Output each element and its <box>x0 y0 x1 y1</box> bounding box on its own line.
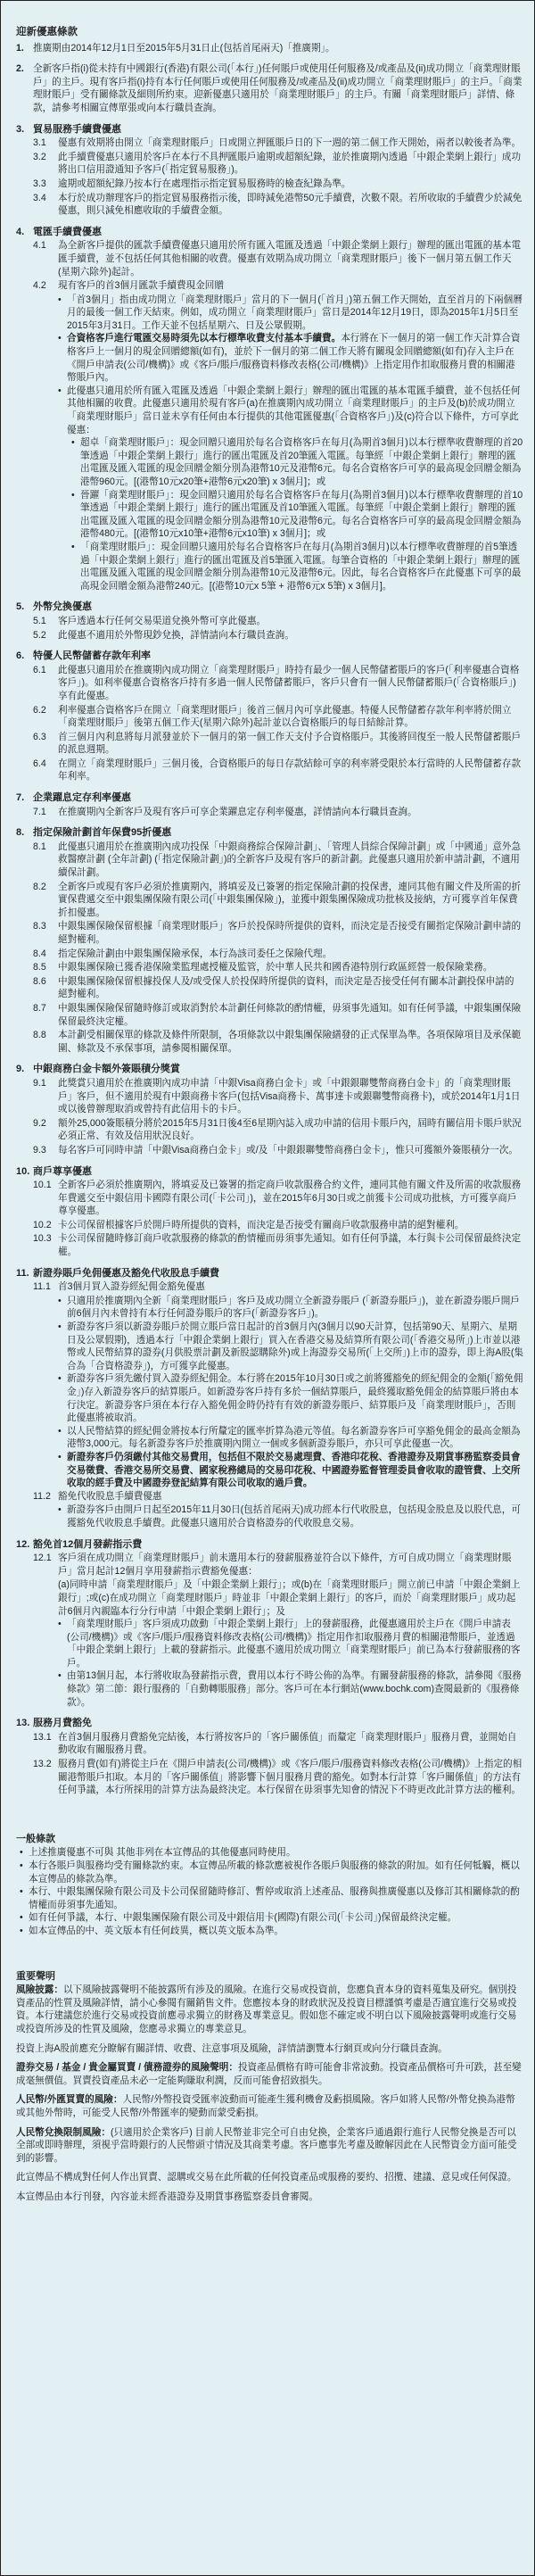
rmb-fx-risk <box>16 2093 523 2119</box>
clause <box>33 806 523 819</box>
clause-text: 中銀集團保險已獲香港保險業監理處授權及監管，於中華人民共和國香港特別行政區經營一般保險業務。 <box>58 962 493 973</box>
clause-number: 9.3 <box>33 1144 46 1155</box>
clause <box>33 1232 523 1258</box>
bullet-icon: • <box>58 1504 62 1516</box>
section-heading: 企業躍息定存利率優惠 <box>33 792 131 804</box>
clause-number: 6.3 <box>33 731 46 742</box>
clause-number: 8.2 <box>33 881 46 892</box>
bullet-text: 新證券客戶由開戶日起至2015年11月30日(包括首尾兩天)成功經本行代收股息，包括現金股息及以股代息，可獲豁免代收股息手續費。此優惠只適用於合資格證券的代收股息交易。 <box>67 1504 521 1528</box>
section-10-merchant <box>16 1165 523 1259</box>
clause <box>33 881 523 920</box>
clause-text: 現有客戶的首3個月匯款手續費現金回贈 <box>58 280 224 292</box>
clause-number: 10.3 <box>33 1233 52 1245</box>
section-1 <box>16 42 523 55</box>
section-heading: 豁免首12個月發薪指示費 <box>33 1538 143 1550</box>
risk-disclosure <box>16 1984 523 2035</box>
risk-disclosure-text: 以下風險披露聲明不能披露所有涉及的風險。在進行交易或投資前，您應負責本身的資料蒐集及研究。個別投資產品的性質及風險詳情，請小心參閱有關銷售文件。您應按本身的財政狀況及投資目標謹慎考慮是否適宜進行交易或投資。本行建議您於進行交易或投資前應尋求獨立的財務及專業意見。假如您不確定或不明白以下風險披露聲明或進行交易或投資所涉及的性質及風險，您應尋求獨立的專業意見。 <box>16 1984 517 2034</box>
clause-text: 中銀集團保險保留根據投保人及/或受保人於投保時所提供的資料，而決定是否接受任何有關本計劃投保申請的絕對權利。 <box>58 975 514 1000</box>
clause-text: 指定保險計劃由中銀集團保險承保，本行為該司委任之保險代理。 <box>58 948 333 959</box>
section-heading: 中銀商務白金卡額外簽賬積分獎賞 <box>33 1064 180 1075</box>
clause <box>33 279 523 293</box>
bullet-text: 此優惠只適用於所有匯入電匯及透過「中銀企業網上銀行」辦理的匯出電匯的基本電匯手續費，並不包括任何其他相關的收費。此優惠只適用於現有客戶(a)在推廣期內成功開立「商業理財賬戶」的主戶及(b)於成功開立「商業理財賬戶」當日並未享有任何由本行提供的其他電匯優惠(「合資格客戶」)及(c)符合以下條件，方可享此優惠： <box>67 385 521 435</box>
section-heading: 外幣兌換優惠 <box>33 601 92 613</box>
bullet-item <box>58 1372 523 1424</box>
section-3-trade-services <box>16 123 523 218</box>
clause-text: 每名客戶可同時申請「中銀Visa商務白金卡」或/及「中銀銀聯雙幣商務白金卡」，惟只可獲額外簽賬積分一次。 <box>58 1144 518 1155</box>
clause-text: 此手續費優惠只適用於客戶在本行不具押匯賬戶逾期或超額紀錄，並於推廣期內透過「中銀企業網上銀行」成功將出口信用證通知予客戶(「指定貿易服務」)。 <box>58 151 522 176</box>
clause-number: 8.8 <box>33 1030 46 1041</box>
clause-text: 卡公司保留隨時修訂商戶收款服務的條款的酌情權而毋須事先通知。如有任何爭議，本行與卡公司保留最終決定權。 <box>58 1233 522 1258</box>
document-title: 迎新優惠條款 <box>16 27 78 37</box>
tier-text: 超卓「商業理財賬戶」：現金回贈只適用於每名合資格客戶在每月(為期首3個月)以本行標準收費辦理的首20筆透過「中銀企業網上銀行」進行的匯出電匯及首20筆匯入電匯。每筆經「中銀企業網上銀行」辦理的匯出電匯及匯入電匯的現金回贈金額分別為港幣10元及港幣6元。每名合資格客戶可享的最高現金回贈金額為港幣960元。[(港幣10元x20筆+港幣6元x20筆) x 3個月]；或 <box>80 437 523 487</box>
clause-text: 客戶須在成功開立「商業理財賬戶」前未選用本行的發薪服務並符合以下條件，方可自成功開立「商業理財賬戶」當月起計12個月享用發薪指示費豁免優惠： <box>58 1553 512 1577</box>
bullet-text: 「商業理財賬戶」客戶須成功啟動「中銀企業網上銀行」上的發薪服務，此優惠適用於主戶在《開戶申請表(公司/機構)》或《客戶/賬戶/服務資料修改表格(公司/機構)》指定用作扣取服務月費的相關港幣賬戶，並透過「中銀企業網上銀行」上載的發薪指示。此優惠不適用於成功開立「商業理財賬戶」前已為本行發薪服務的客戶。 <box>67 1619 521 1669</box>
bullet-icon: • <box>58 1373 62 1385</box>
bullet-icon: • <box>20 1925 23 1936</box>
general-term-item <box>20 1860 523 1885</box>
section-heading: 電匯手續費優惠 <box>33 226 102 237</box>
section-number: 6. <box>16 650 25 662</box>
clause-text: 全新客戶或現有客戶必須於推廣期內，將填妥及已簽署的指定保險計劃的投保書，連同其他有關文件及所需的折實保費遞交至中銀集團保險有限公司(「中銀集團保險」)，並獲中銀集團保險成功批核及接納，方可獲享首年保費折扣優惠。 <box>58 881 522 918</box>
clause-number: 8.4 <box>33 948 46 959</box>
bullet-text: 由第13個月起，本行將收取為發薪指示費，費用以本行不時公佈的為準。有關發薪服務的條款，請參閱《服務條款》第二節：銀行服務的「自動轉賬服務」部分。客戶可在本行網站(www.bochk.com)查閱最新的《服務條款》。 <box>67 1670 522 1708</box>
bullet-item <box>58 1321 523 1372</box>
section-6-rmb-savings <box>16 650 523 783</box>
bullet-icon: • <box>20 1886 23 1898</box>
section-2 <box>16 62 523 114</box>
bullet-icon: • <box>58 294 62 305</box>
bullet-icon: • <box>20 1912 23 1924</box>
clause-number: 5.1 <box>33 615 46 626</box>
clause-number: 11.1 <box>33 1281 51 1293</box>
clause <box>33 1731 523 1757</box>
bullet-item <box>58 294 523 333</box>
clause <box>33 1029 523 1055</box>
clause-number: 13.2 <box>33 1759 52 1770</box>
bullet-item <box>58 1669 523 1709</box>
section-number: 9. <box>16 1064 25 1075</box>
clause <box>33 975 523 1001</box>
clause <box>33 178 523 191</box>
bullet-text: 「首3個月」指由成功開立「商業理財賬戶」當月的下一個月(「首月」)第五個工作天開始，直至首月的下兩個曆月的最後一個工作天結束。例如，成功開立「商業理財賬戶」當日是2014年12月19日，即為2015年1月5日至2015年3月31日。工作天並不包括星期六、日及公眾假期。 <box>67 294 523 331</box>
securities-risk-text: 投資產品價格有時可能會非常波動。投資產品價格可升可跌，甚至變成毫無價值。買賣投資產品未必一定能夠賺取利潤，反而可能會招致損失。 <box>16 2062 522 2086</box>
clause <box>33 731 523 757</box>
clause-number: 4.2 <box>33 280 46 292</box>
tier-item <box>71 436 523 488</box>
section-heading: 商戶尊享優惠 <box>33 1165 92 1177</box>
rmb-conversion-risk-label: 人民幣兌換限制風險： <box>16 2126 111 2138</box>
section-number: 2. <box>16 63 24 75</box>
bullet-icon: • <box>20 1847 23 1859</box>
clause <box>33 664 523 703</box>
clause-text: 全新客戶必須於推廣期內，將填妥及已簽署的指定商戶收款服務合約文件，連同其他有關文件及所需的收款服務年費遞交至中銀信用卡國際有限公司(「卡公司」)，並在2015年6月30日或之前獲卡公司成功批核，方可獲享商戶尊享優惠。 <box>58 1180 522 1217</box>
general-term-text: 本行、中銀集團保險有限公司及卡公司保留隨時修訂、暫停或取消上述產品、服務與推廣優惠以及修訂其相關條款的酌情權而毋須事先通知。 <box>29 1886 520 1910</box>
clause <box>33 1179 523 1218</box>
clause-text: 此優惠不適用於外幣現鈔兌換，詳情請向本行職員查詢。 <box>58 629 294 641</box>
clause-number: 8.6 <box>33 975 46 987</box>
clause <box>33 1002 523 1028</box>
clause-text: 優惠有效期將由開立「商業理財賬戶」日或開立押匯賬戶日的下一週的第二個工作天開始，兩者以較後者為準。 <box>58 137 522 149</box>
clause-text: 首三個月內利息將每月派發並於下一個月的第一個工作天支付予合資格賬戶。其後將回復至一般人民幣儲蓄賬戶的派息週期。 <box>58 731 522 756</box>
clause <box>33 704 523 730</box>
bullet-icon: • <box>71 489 75 501</box>
clause <box>33 629 523 642</box>
section-4-remittance <box>16 226 523 593</box>
clause-number: 8.1 <box>33 841 46 852</box>
clause <box>33 192 523 218</box>
bullet-icon: • <box>71 437 75 449</box>
clause-number: 6.2 <box>33 704 46 716</box>
clause-text: 中銀集團保險保留根據「商業理財賬戶」客戶於投保時所提供的資料，而決定是否接受有關指定保險計劃申請的絕對權利。 <box>58 921 522 945</box>
bullet-item <box>58 332 523 384</box>
section-text: 全新客戶指(i)從未持有中國銀行(香港)有限公司(「本行」)任何賬戶或使用任何服務及/或產品及(ii)成功開立「商業理財賬戶」的主戶。現有客戶指(i)持有本行任何賬戶或使用任何服務及/或產品及(ii)成功開立「商業理財賬戶」的主戶。「商業理財賬戶」受有關條款及細則所約束。迎新優惠只適用於「商業理財賬戶」的主戶。有關「商業理財賬戶」詳情、條款，請參考相關宣傳單張或向本行職員查詢。 <box>33 63 523 113</box>
clause-text: 卡公司保留根據客戶於開戶時所提供的資料，而決定是否接受有關商戶收款服務申請的絕對權利。 <box>58 1219 465 1230</box>
bullet-item <box>58 1618 523 1669</box>
clause <box>33 948 523 961</box>
no-offer-statement: 此宣傳品不構成對任何人作出買賣、認購或交易在此所載的任何投資產品或服務的要約、招攬、建議、意見或任何保證。 <box>16 2172 517 2183</box>
bold-notice: 新證券客戶仍須繳付其他交易費用，包括但不限於交易處理費、香港印花稅、香港證券及期貨事務監察委員會交易徵費、香港交易所交易費、國家稅務總局的交易印花稅、中國證券監督管理委員會收取的證管費、上交所收取的經手費及中國證券登記結算有限公司收取的過戶費。 <box>67 1451 521 1489</box>
clause-text: 此優惠只適用於在推廣期內成功開立「商業理財賬戶」時持有最少一個人民幣儲蓄賬戶的客戶(「利率優惠合資格客戶」)。如利率優惠合資格客戶持有多過一個人民幣儲蓄賬戶，客戶只會有一個人民幣儲蓄賬戶(「合資格賬戶」)享有此優惠。 <box>58 664 520 701</box>
bullet-icon: • <box>58 1670 62 1682</box>
clause <box>33 137 523 150</box>
section-9-card-points <box>16 1063 523 1156</box>
clause-number: 11.2 <box>33 1490 51 1502</box>
clause-number: 3.4 <box>33 192 46 203</box>
section-number: 7. <box>16 792 25 804</box>
clause-number: 10.2 <box>33 1219 52 1230</box>
section-11-securities <box>16 1267 523 1530</box>
clause <box>33 151 523 177</box>
rmb-conversion-risk-text: (只適用於企業客戶) 目前人民幣並非完全可自由兌換，企業客戶通過銀行進行人民幣兌換是否可以全部或即時辦理，須視乎當時銀行的人民幣頭寸情況及其商業考慮。客戶應事先考慮及瞭解因此在人民幣資金方面可能受到的影響。 <box>16 2126 517 2164</box>
section-number: 5. <box>16 601 25 613</box>
clause-number: 8.5 <box>33 962 46 973</box>
general-term-text: 上述推廣優惠不可與 其他非列在本宣傳品的其他優惠同時使用。 <box>29 1847 296 1859</box>
clause-text: 客戶透過本行任何交易渠道兌換外幣可享此優惠。 <box>58 615 267 626</box>
section-13-monthly-fee <box>16 1717 523 1797</box>
clause-text: 利率優惠合資格客戶在開立「商業理財賬戶」後首三個月內可享此優惠。特優人民幣儲蓄存款年利率將於開立「商業理財賬戶」後第五個工作天(星期六除外)起計並以合資格賬戶的每日結餘計算。 <box>58 704 512 729</box>
section-number: 8. <box>16 827 25 839</box>
general-term-text: 如本宣傳品的中、英文版本有任何歧異，概以英文版本為準。 <box>29 1925 284 1936</box>
general-term-item <box>20 1846 523 1860</box>
section-heading: 貿易服務手續費優惠 <box>33 123 121 135</box>
clause-number: 8.7 <box>33 1002 46 1014</box>
section-7-time-deposit <box>16 791 523 818</box>
clause-number: 9.2 <box>33 1117 46 1129</box>
section-heading: 特優人民幣儲蓄存款年利率 <box>33 650 151 662</box>
section-5-fx <box>16 601 523 642</box>
clause-number: 9.1 <box>33 1077 46 1089</box>
clause-number: 7.1 <box>33 806 46 817</box>
section-number: 1. <box>16 42 24 54</box>
section-heading: 指定保險計劃首年保費95折優惠 <box>33 827 172 839</box>
rmb-fx-risk-label: 人民幣/外匯買賣的風險： <box>16 2094 123 2106</box>
section-heading: 服務月費豁免 <box>33 1718 92 1729</box>
bullet-icon: • <box>58 1619 62 1630</box>
risk-disclosure-label: 風險披露： <box>16 1984 63 1996</box>
clause <box>33 239 523 278</box>
rmb-conversion-risk <box>16 2126 523 2166</box>
clause-number: 6.4 <box>33 758 46 769</box>
clause-text: 在推廣期內全新客戶及現有客戶可享企業躍息定存利率優惠，詳情請向本行職員查詢。 <box>58 806 417 817</box>
clause <box>33 758 523 783</box>
bullet-icon: • <box>58 1451 62 1462</box>
clause <box>33 1758 523 1797</box>
clause-conditions: (a)同時申請「商業理財賬戶」及「中銀企業網上銀行」；或(b)在「商業理財賬戶」開立前已申請「中銀企業網上銀行」;或(c)在成功開立「商業理財賬戶」時並非「中銀企業網上銀行」的客戶，而於「商業理財賬戶」成功起計6個月內親臨本行分行申請「中銀企業網上銀行」；及 <box>58 1579 521 1617</box>
clause-number: 5.2 <box>33 629 46 641</box>
general-term-item <box>20 1925 523 1938</box>
shanghai-a-share-notice: 投資上海A股前應充分瞭解有關詳情、收費、注意事項及風險，詳情請瀏覽本行網頁或向分行職員查詢。 <box>16 2042 448 2054</box>
general-term-text: 如有任何爭議，本行、中銀集團保險有限公司及中銀信用卡(國際)有限公司(「卡公司」)保留最終決定權。 <box>29 1912 457 1924</box>
bullet-text-rest: 本行將在下一個月的第一個工作天計算合資格客戶上一個月的現金回贈總額(如有)，並於下一個月的第二個工作天將有關現金回贈總額(如有)存入主戶在《開戶申請表(公司/機構)》或《客戶/賬戶/服務資料修改表格(公司/機構)》上指定用作扣取服務月費的相關港幣賬戶內。 <box>67 333 521 384</box>
clause-number: 10.1 <box>33 1180 52 1191</box>
clause-number: 3.3 <box>33 178 46 189</box>
bullet-icon: • <box>58 385 62 396</box>
clause <box>33 961 523 974</box>
bullet-icon: • <box>58 333 62 344</box>
tier-text: 晉躍「商業理財賬戶」：現金回贈只適用於每名合資格客戶在每月(為期首3個月)以本行標準收費辦理的首10筆透過「中銀企業網上銀行」進行的匯出電匯及首10筆匯入電匯。每筆經「中銀企業網上銀行」辦理的匯出電匯及匯入電匯的現金回贈金額分別為港幣10元及港幣6元。每名合資格客戶可享的最高現金回贈金額為港幣480元。[(港幣10元x10筆+港幣6元x10筆) x 3個月]；或 <box>80 489 523 540</box>
securities-risk-label: 證券交易 / 基金 / 貴金屬買賣 / 債務證券的風險聲明： <box>16 2062 238 2074</box>
issuer-statement: 本宣傳品由本行刊發，內容並未經香港證券及期貨事務監察委員會審閱。 <box>16 2191 318 2202</box>
clause-text: 豁免代收股息手續費優惠 <box>58 1490 162 1502</box>
clause-text: 本計劃受相關保單的條款及條件所限制，各項條款以中銀集團保險繕發的正式保單為準。各項保障項目及承保範圍、條款及不承保事項，請參閱相關保單。 <box>58 1030 522 1054</box>
clause-number: 6.1 <box>33 664 46 675</box>
important-notice-title: 重要聲明 <box>16 1970 55 1982</box>
section-number: 10. <box>16 1165 30 1177</box>
bullet-item <box>58 1425 523 1451</box>
clause <box>33 1077 523 1116</box>
clause-number: 4.1 <box>33 240 46 252</box>
bold-notice: 合資格客戶進行電匯交易時須先以本行標準收費支付基本手續費。 <box>67 333 342 344</box>
clause <box>33 841 523 880</box>
bullet-item <box>58 1451 523 1490</box>
clause-number: 3.1 <box>33 137 46 149</box>
bullet-item <box>58 1503 523 1529</box>
section-number: 11. <box>16 1267 29 1279</box>
bullet-text: 只適用於推廣期內全新「商業理財賬戶」客戶及成功開立全新證券賬戶 (「新證券賬戶」)，並在新證券賬戶開戶前6個月內未曾持有本行任何證券賬戶的客戶(「新證券客戶」)。 <box>67 1295 520 1320</box>
securities-risk-statement <box>16 2061 523 2087</box>
section-8-insurance <box>16 826 523 1055</box>
bullet-icon: • <box>58 1321 62 1333</box>
clause-text: 此獎賞只適用於在推廣期內成功申請「中銀Visa商務白金卡」或「中銀銀聯雙幣商務白金卡」的「商業理財賬戶」客戶，但不適用於現有中銀商務卡客戶(包括Visa商務卡、萬事達卡或銀聯雙幣商務卡)，或於2014年1月1日或以後曾辦理取消或曾持有此信用卡的卡戶。 <box>58 1077 521 1115</box>
bullet-icon: • <box>58 1425 62 1437</box>
bullet-text: 新證券客戶須先繳付買入證券經紀佣金。本行將在2015年10月30日或之前將獲豁免的經紀佣金的金額(「豁免佣金」)存入新證券客戶的結算賬戶。如新證券客戶持有多於一個結算賬戶，最終獲取豁免佣金的結算賬戶將由本行決定。新證券客戶須在本行存入豁免佣金時仍持有有效的新證券賬戶、結算賬戶及「商業理財賬戶」，否則此優惠將被取消。 <box>67 1373 523 1424</box>
clause-text: 首3個月買入證券經紀佣金豁免優惠 <box>58 1281 205 1293</box>
bullet-icon: • <box>71 541 75 552</box>
clause-text: 逾期或超額紀錄乃按本行在處理指示指定貿易服務時的檢查紀錄為準。 <box>58 178 351 189</box>
clause-text: 此優惠只適用於在推廣期內成功投保「中銀商務綜合保障計劃」、「管理人員綜合保障計劃」或「中國通」意外急救醫療計劃 (全年計劃) (「指定保險計劃」)的全新客戶及現有客戶的新計劃。此優惠只適用於新申請計劃，不適用續保計劃。 <box>58 841 522 879</box>
bullet-text: 以人民幣結算的經紀佣金將按本行所釐定的匯率折算為港元等值。每名新證券客戶可享豁免佣金的最高金額為港幣3,000元。每名新證券客戶於推廣期內開立一個或多個新證券賬戶，亦只可享此優惠一次。 <box>67 1425 521 1450</box>
clause-number: 3.2 <box>33 151 46 162</box>
section-heading: 新證券賬戶免佣優惠及豁免代收股息手續費 <box>33 1267 219 1279</box>
clause <box>33 920 523 946</box>
general-term-item <box>20 1911 523 1925</box>
section-number: 13. <box>16 1718 30 1729</box>
rmb-fx-risk-text: 人民幣/外幣投資受匯率波動而可能產生獲利機會及虧損風險。客戶如將人民幣/外幣兌換為港幣或其他外幣時，可能受人民幣/外幣匯率的變動而蒙受虧損。 <box>16 2094 515 2118</box>
tier-item <box>71 489 523 541</box>
clause <box>33 1490 523 1503</box>
tier-text: 「商業理財賬戶」：現金回贈只適用於每名合資格客戶在每月(為期首3個月)以本行標準收費辦理的首5筆透過「中銀企業網上銀行」進行的匯出電匯及首5筆匯入電匯。每筆合資格的「中銀企業網上銀行」辦理的匯出電匯及匯入電匯的現金回贈金額分別為港幣10元及港幣6元。因此，每名合資格客戶在此優惠下可享的最高現金回贈金額為港幣240元。[(港幣10元x 5筆 + 港幣6元x 5筆) x 3個月]。 <box>80 541 522 592</box>
section-text: 推廣期由2014年12月1日至2015年5月31日止(包括首尾兩天)「推廣期」。 <box>33 42 335 54</box>
tier-item <box>71 541 523 592</box>
clause-text: 在開立「商業理財賬戶」三個月後，合資格賬戶的每日存款結餘可享的利率將受限於本行當時的人民幣儲蓄存款年利率。 <box>58 758 522 783</box>
general-terms-title: 一般條款 <box>16 1833 55 1844</box>
bullet-text <box>67 332 523 384</box>
clause-text: 服務月費(如有)將從主戶在《開戶申請表(公司/機構)》或《客戶/賬戶/服務資料修改表格(公司/機構)》上指定的相關港幣賬戶扣取。本月的「客戶關係值」將影響下個月服務月費的豁免。如對本行計算「客戶關係值」的方法有任何爭議，本行所採用的計算方法為最終決定。本行保留在毋須事先知會的情況下不時更改此計算方法的權利。 <box>58 1759 523 1796</box>
clause <box>33 1552 523 1578</box>
bullet-icon: • <box>20 1860 23 1871</box>
general-term-item <box>20 1885 523 1911</box>
clause <box>33 1219 523 1232</box>
clause <box>33 1144 523 1157</box>
bullet-icon: • <box>58 1295 62 1306</box>
bullet-text: 新證券客戶須以新證券賬戶於開立賬戶當日起計的首3個月內(3個月以90天計算，包括第90天、星期六、星期日及公眾假期)，透過本行「中銀企業網上銀行」買入在香港交易及結算所有限公司(「香港交易所」)上市並以港幣或人民幣結算的證券(月供股票計劃及新股認購除外)或上海證券交易所(「上交所」)上市的證券，即上海A股(集合為「合資格證券」)，方可獲享此優惠。 <box>67 1321 524 1371</box>
section-number: 3. <box>16 123 25 135</box>
clause <box>33 1280 523 1294</box>
clause <box>33 615 523 628</box>
general-term-text: 本行各賬戶與服務均受有關條款約束。本宣傳品所載的條款應被視作各賬戶與服務的條款的附加。如有任何牴觸，概以本宣傳品的條款為準。 <box>29 1860 520 1884</box>
clause-text: 中銀集團保險保留隨時修訂或取消對於本計劃任何條款的酌情權，毋須事先通知。如有任何爭議，中銀集團保險保留最終決定權。 <box>58 1002 522 1027</box>
bullet-item <box>58 385 523 436</box>
clause-text: 為全新客戶提供的匯款手續費優惠只適用於所有匯入電匯及透過「中銀企業網上銀行」辦理的匯出電匯的基本電匯手續費，並不包括任何其他相關的收費。優惠有效期為成功開立「商業理財賬戶」後下一個月第五個工作天(星期六除外)起計。 <box>58 240 522 277</box>
clause-text: 在首3個月服務月費豁免完結後，本行將按客戶的「客戶關係值」而釐定「商業理財賬戶」服務月費，並開始自動收取有關服務月費。 <box>58 1731 517 1756</box>
section-number: 12. <box>16 1538 30 1550</box>
section-number: 4. <box>16 226 25 237</box>
clause-number: 13.1 <box>33 1731 52 1743</box>
clause-number: 12.1 <box>33 1553 52 1564</box>
clause-text: 額外25,000簽賬積分將於2015年5月31日後4至6星期內誌入成功申請的信用卡賬戶內，屆時有關信用卡賬戶狀況必須正常、有效及信用狀況良好。 <box>58 1117 522 1142</box>
section-12-payroll <box>16 1538 523 1710</box>
clause-number: 8.3 <box>33 921 46 932</box>
clause-text: 本行於成功辦理客戶的指定貿易服務指示後，即時減免港幣50元手續費，次數不限。若所收取的手續費少於減免優惠，則只減免相應收取的手續費金額。 <box>58 192 523 217</box>
bullet-item <box>58 1295 523 1321</box>
clause <box>33 1117 523 1143</box>
